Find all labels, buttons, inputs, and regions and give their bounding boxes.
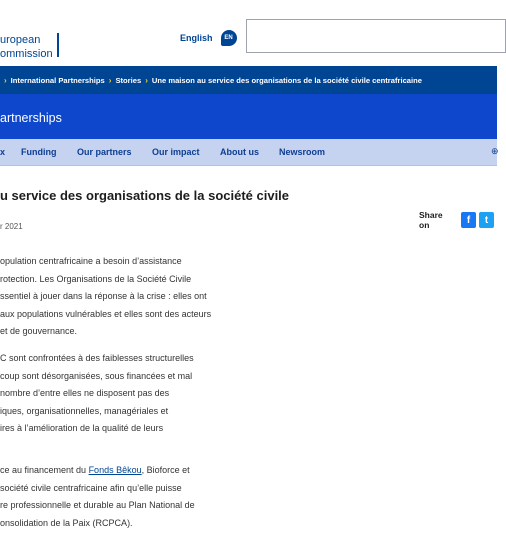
text-line: re professionnelle et durable au Plan National de	[0, 500, 195, 511]
fonds-bekou-link[interactable]: Fonds Bêkou	[88, 465, 142, 475]
article-paragraph-1	[0, 253, 255, 341]
chevron-right-icon: ›	[145, 75, 148, 85]
text-line: société civile centrafricaine afin qu’elle puisse	[0, 482, 182, 493]
logo-line-1: uropean	[0, 34, 41, 46]
language-label: English	[180, 33, 213, 43]
text-line: rotection. Les Organisations de la Société Civile	[0, 273, 192, 284]
nav-item-partial[interactable]: x	[0, 147, 6, 157]
chevron-right-icon: ›	[108, 75, 112, 85]
text-line: onsolidation de la Paix (RCPCA).	[0, 517, 133, 528]
text-fragment: , Bioforce et	[141, 465, 190, 475]
text-line: ssentiel à jouer dans la réponse à la crise : elles ont	[0, 291, 207, 302]
language-bubble-icon: EN	[221, 30, 237, 46]
page-title: u service des organisations de la société civile	[0, 188, 290, 203]
text-line: aux populations vulnérables et elles sont des acteurs	[0, 308, 212, 319]
text-line: C sont confrontées à des faiblesses structurelles	[0, 353, 194, 363]
logo-line-2: ommission	[0, 48, 53, 60]
nav-item-newsroom[interactable]: Newsroom	[279, 147, 326, 157]
breadcrumb	[0, 66, 497, 94]
site-title-band	[0, 94, 497, 139]
text-line: opulation centrafricaine a besoin d’assistance	[0, 256, 182, 266]
text-line: coup sont désorganisées, sous financées et mal	[0, 370, 193, 381]
text-line: nombre d’entre elles ne disposent pas des	[0, 388, 170, 399]
breadcrumb-item-current: Une maison au service des organisations de la société civile centrafricaine	[151, 75, 422, 85]
nav-item-our-impact[interactable]: Our impact	[152, 147, 200, 157]
nav-item-about-us[interactable]: About us	[220, 147, 259, 157]
text-fragment: ce au financement du	[0, 465, 89, 475]
nav-item-our-partners[interactable]: Our partners	[77, 147, 132, 157]
share-bar	[419, 210, 497, 230]
twitter-icon[interactable]: t	[479, 212, 494, 228]
text-line: iques, organisationnelles, managériales et	[0, 405, 169, 416]
ec-logo[interactable]	[0, 33, 53, 61]
chevron-right-icon: ›	[4, 75, 7, 85]
breadcrumb-item-international-partnerships[interactable]: International Partnerships	[10, 75, 105, 85]
article-paragraph-2	[0, 350, 255, 438]
logo-divider	[57, 33, 59, 57]
share-label: Share on	[419, 210, 443, 230]
text-line: ires à l’amélioration de la qualité de leurs	[0, 423, 164, 434]
publication-date: r 2021	[0, 222, 23, 231]
facebook-icon[interactable]: f	[461, 212, 476, 228]
language-selector[interactable]	[180, 30, 237, 46]
breadcrumb-item-stories[interactable]: Stories	[115, 75, 142, 85]
article-paragraph-3	[0, 462, 255, 532]
site-header	[0, 0, 497, 66]
main-navigation	[0, 139, 497, 166]
nav-item-funding[interactable]: Funding	[21, 147, 57, 157]
text-line: et de gouvernance.	[0, 326, 78, 337]
search-input[interactable]	[246, 19, 506, 53]
text-line	[0, 462, 255, 480]
site-title[interactable]: artnerships	[0, 111, 62, 125]
globe-icon[interactable]: ⊕	[491, 146, 499, 156]
